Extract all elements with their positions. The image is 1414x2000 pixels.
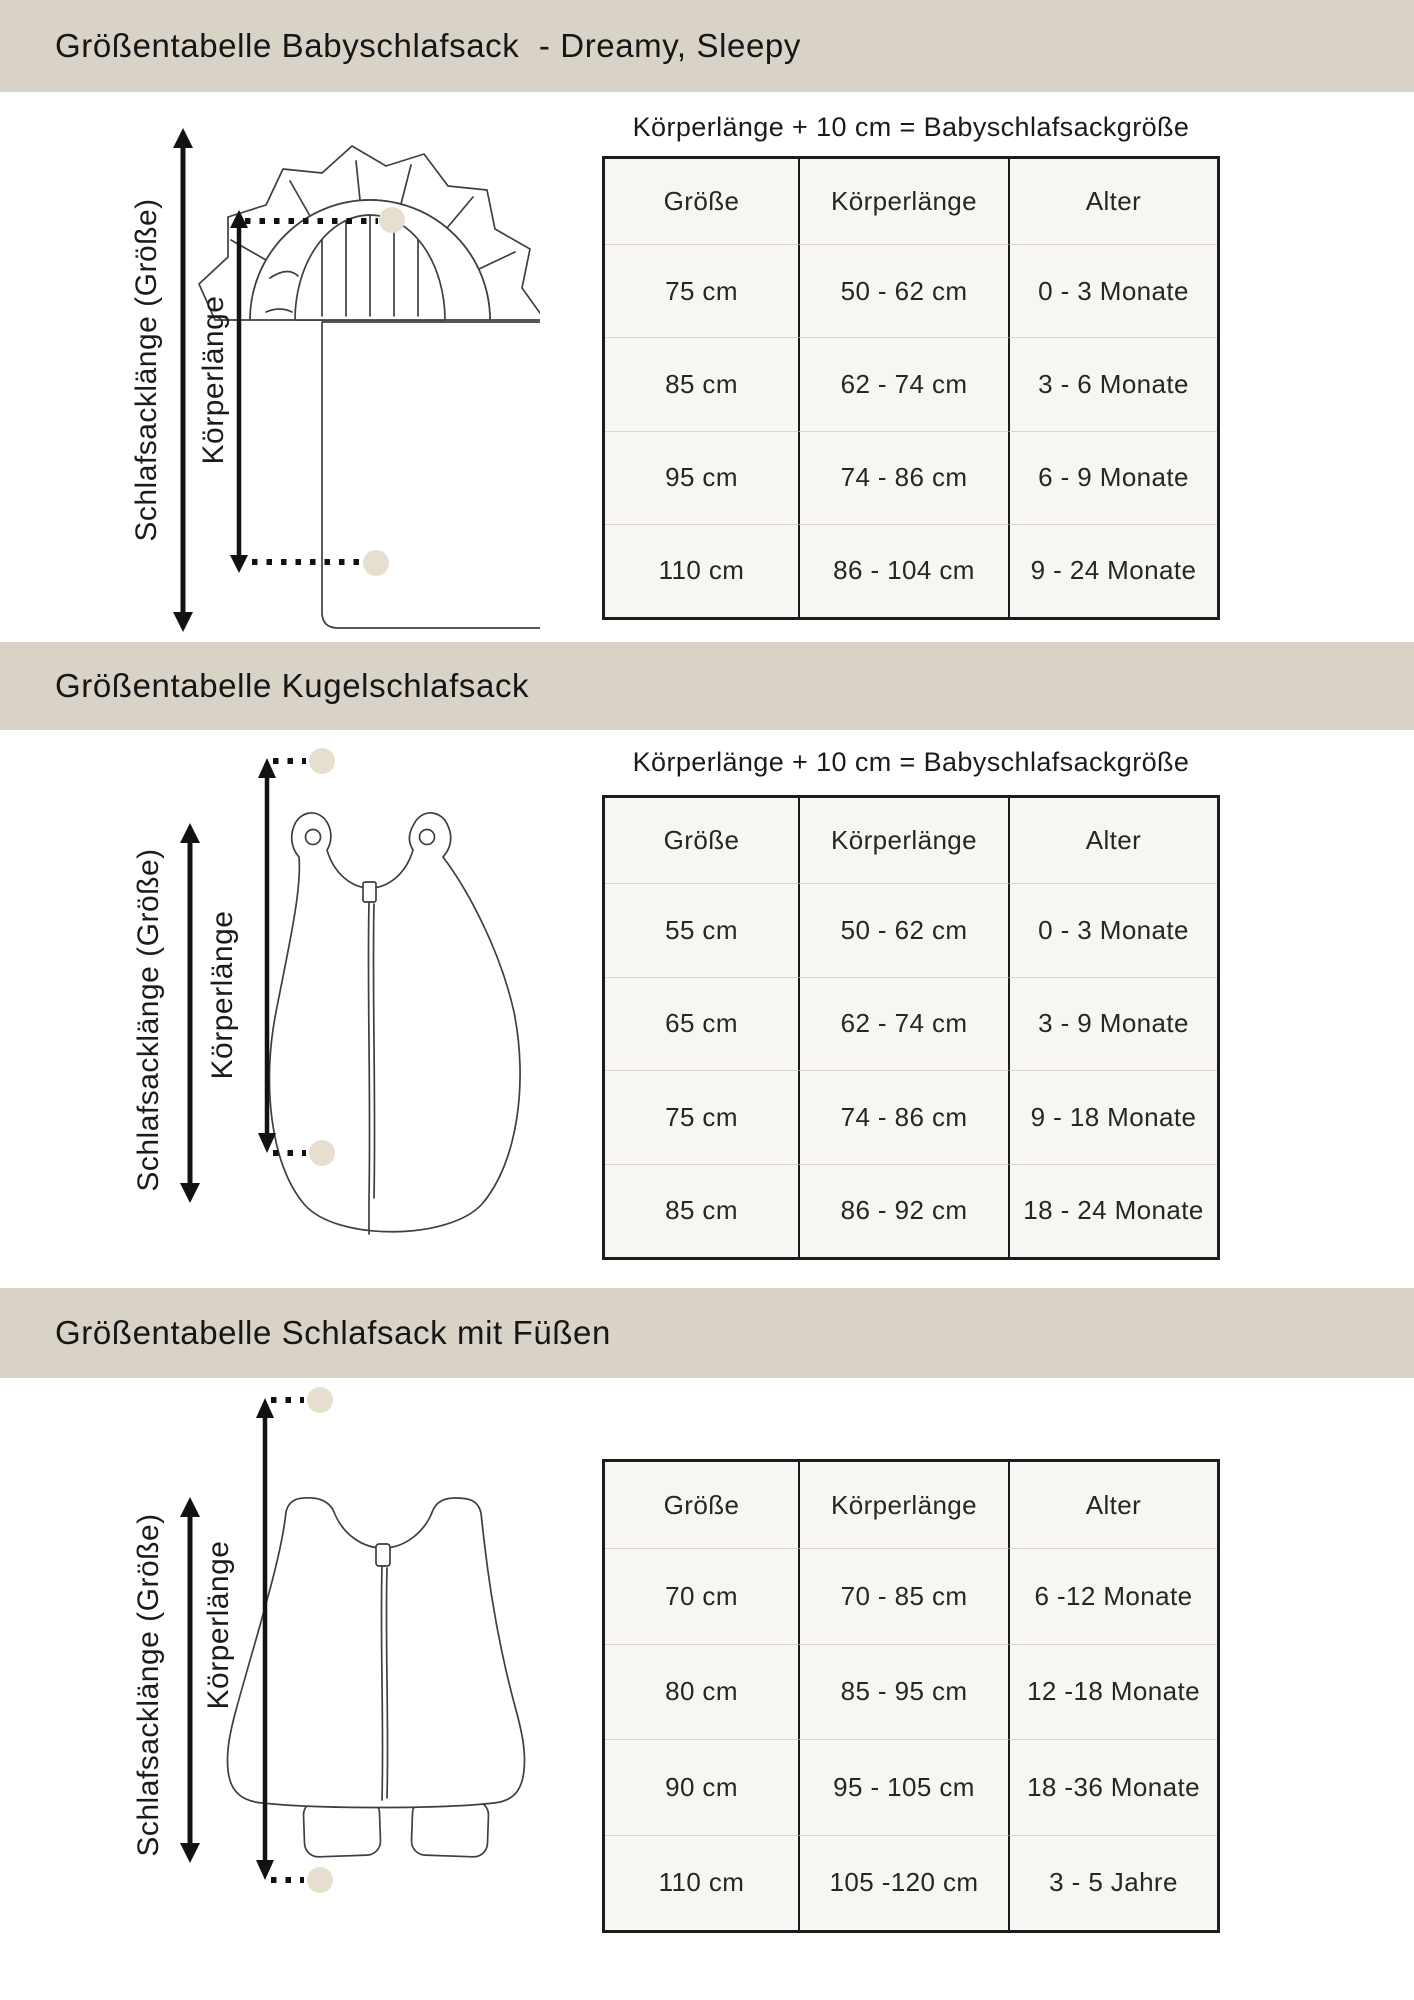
measure-dot bbox=[379, 207, 405, 233]
table-header-cell: Größe bbox=[663, 186, 740, 216]
table-cell: 0 - 3 Monate bbox=[1008, 883, 1217, 977]
kugelschlafsack-body bbox=[269, 813, 520, 1232]
table-header-cell: Größe bbox=[663, 825, 740, 855]
zipper-top bbox=[363, 882, 376, 902]
table-cell: 6 -12 Monate bbox=[1008, 1548, 1217, 1644]
table-cell: 95 cm bbox=[605, 431, 798, 524]
schlafsacklaenge-label: Schlafsacklänge (Größe) bbox=[132, 848, 165, 1192]
table-cell: 70 - 85 cm bbox=[798, 1548, 1008, 1644]
table-cell: 3 - 5 Jahre bbox=[1008, 1835, 1217, 1931]
table-cell: 75 cm bbox=[605, 1070, 798, 1164]
table-header-cell: Alter bbox=[1008, 1462, 1217, 1548]
footmuff-body bbox=[322, 322, 540, 628]
table-cell: 65 cm bbox=[605, 977, 798, 1071]
snap-button bbox=[306, 830, 321, 845]
table-cell: 9 - 24 Monate bbox=[1008, 524, 1217, 617]
schlafsacklaenge-label: Schlafsacklänge (Größe) bbox=[132, 1513, 165, 1857]
table-cell: 74 - 86 cm bbox=[798, 431, 1008, 524]
table-header-cell: Alter bbox=[1008, 798, 1217, 883]
table-cell: 80 cm bbox=[605, 1644, 798, 1740]
measure-dot bbox=[307, 1387, 333, 1413]
table-cell: 0 - 3 Monate bbox=[1008, 244, 1217, 337]
snap-button bbox=[420, 830, 435, 845]
table-cell: 95 - 105 cm bbox=[798, 1739, 1008, 1835]
table-cell: 62 - 74 cm bbox=[798, 977, 1008, 1071]
koerperlaenge-label: Körperlänge bbox=[202, 1540, 235, 1710]
formula-text: Körperlänge + 10 cm = Babyschlafsackgröße bbox=[632, 112, 1190, 142]
section-band-schlafsack-mit-fuessen bbox=[0, 1288, 1414, 1378]
size-table-kugelschlafsack bbox=[602, 795, 1220, 1260]
table-cell: 86 - 104 cm bbox=[798, 524, 1008, 617]
schlafsacklaenge-arrow bbox=[173, 128, 193, 632]
table-cell: 3 - 6 Monate bbox=[1008, 337, 1217, 430]
table-cell: 85 - 95 cm bbox=[798, 1644, 1008, 1740]
table-header-cell: Körperlänge bbox=[798, 798, 1008, 883]
babyschlafsack-illustration bbox=[70, 70, 540, 640]
section-title: Größentabelle Babyschlafsack - Dreamy, Sleepy bbox=[55, 27, 801, 64]
section-title: Größentabelle Kugelschlafsack bbox=[55, 667, 530, 704]
measure-dot bbox=[307, 1867, 333, 1893]
schlafsacklaenge-arrow bbox=[180, 823, 200, 1203]
section-title: Größentabelle Schlafsack mit Füßen bbox=[55, 1314, 611, 1351]
table-cell: 9 - 18 Monate bbox=[1008, 1070, 1217, 1164]
section-band-kugelschlafsack bbox=[0, 642, 1414, 730]
measure-dot bbox=[309, 748, 335, 774]
measure-dot bbox=[363, 550, 389, 576]
table-cell: 18 -36 Monate bbox=[1008, 1739, 1217, 1835]
table-cell: 62 - 74 cm bbox=[798, 337, 1008, 430]
table-cell: 55 cm bbox=[605, 883, 798, 977]
table-header-cell: Körperlänge bbox=[798, 1462, 1008, 1548]
table-cell: 6 - 9 Monate bbox=[1008, 431, 1217, 524]
table-cell: 74 - 86 cm bbox=[798, 1070, 1008, 1164]
table-cell: 70 cm bbox=[605, 1548, 798, 1644]
table-cell: 110 cm bbox=[605, 1835, 798, 1931]
schlafsack-mit-fuessen-illustration bbox=[70, 1380, 540, 2000]
table-cell: 50 - 62 cm bbox=[798, 244, 1008, 337]
table-header-cell: Körperlänge bbox=[798, 159, 1008, 244]
measure-dot bbox=[309, 1140, 335, 1166]
table-header-cell: Alter bbox=[1008, 159, 1217, 244]
table-cell: 12 -18 Monate bbox=[1008, 1644, 1217, 1740]
table-cell: 50 - 62 cm bbox=[798, 883, 1008, 977]
size-table-schlafsack-mit-fuessen bbox=[602, 1459, 1220, 1933]
table-cell: 90 cm bbox=[605, 1739, 798, 1835]
formula-text: Körperlänge + 10 cm = Babyschlafsackgröße bbox=[632, 747, 1190, 777]
table-cell: 3 - 9 Monate bbox=[1008, 977, 1217, 1071]
schlafsacklaenge-arrow bbox=[180, 1497, 200, 1863]
size-table-babyschlafsack bbox=[602, 156, 1220, 620]
kugelschlafsack-illustration bbox=[70, 730, 540, 1286]
koerperlaenge-label: Körperlänge bbox=[197, 295, 230, 465]
table-cell: 75 cm bbox=[605, 244, 798, 337]
zipper-top bbox=[376, 1544, 390, 1566]
table-cell: 105 -120 cm bbox=[798, 1835, 1008, 1931]
table-header-cell: Größe bbox=[663, 1489, 740, 1520]
table-cell: 86 - 92 cm bbox=[798, 1164, 1008, 1258]
schlafsacklaenge-label: Schlafsacklänge (Größe) bbox=[130, 198, 163, 542]
table-cell: 110 cm bbox=[605, 524, 798, 617]
koerperlaenge-label: Körperlänge bbox=[206, 910, 239, 1080]
table-cell: 18 - 24 Monate bbox=[1008, 1164, 1217, 1258]
table-cell: 85 cm bbox=[605, 337, 798, 430]
table-cell: 85 cm bbox=[605, 1164, 798, 1258]
